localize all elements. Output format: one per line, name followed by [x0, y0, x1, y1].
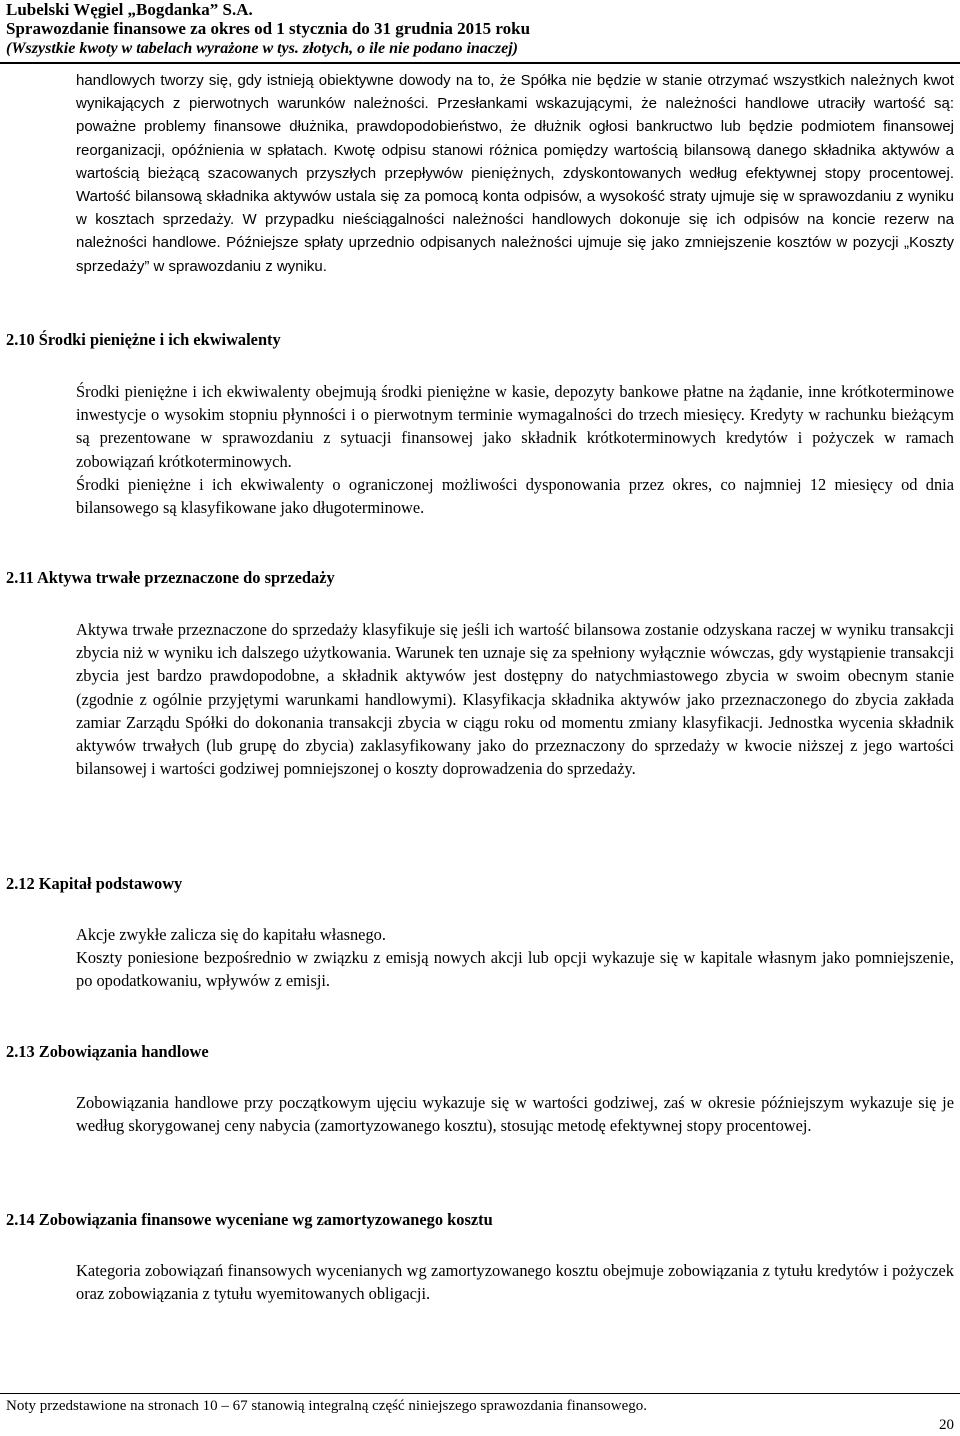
section-body-2-10 [76, 380, 954, 519]
section-paragraph: Koszty poniesione bezpośrednio w związku z emisją nowych akcji lub opcji wykazuje się w kapitale własnym jako pomniejszenie, po opodatkowaniu, wpływów z emisji. [76, 948, 954, 991]
section-heading-2-14: 2.14 Zobowiązania finansowe wyceniane wg zamortyzowanego kosztu [6, 1210, 493, 1229]
footer-note: Noty przedstawione na stronach 10 – 67 stanowią integralną część niniejszego sprawozdania finansowego. [6, 1398, 648, 1414]
section-paragraph: Środki pieniężne i ich ekwiwalenty o ograniczonej możliwości dysponowania przez okres, co najmniej 12 miesięcy od dnia bilansowego są klasyfikowane jako długoterminowe. [76, 474, 954, 518]
intro-paragraph [76, 69, 954, 278]
section-heading-2-10: 2.10 Środki pieniężne i ich ekwiwalenty [6, 330, 281, 349]
section-paragraph: Zobowiązania handlowe przy początkowym ujęciu wykazuje się w wartości godziwej, zaś w okresie późniejszym wykazuje się je według skorygowanej ceny nabycia (zamortyzowanego kosztu), stosując metodę efektywnej stopy procentowej. [76, 1093, 954, 1136]
intro-text: handlowych tworzy się, gdy istnieją obiektywne dowody na to, że Spółka nie będzie w stanie otrzymać wszystkich należnych kwot wynikających z pierwotnych warunków należności. Przesłankami wskazującymi, że należności handlowe utraciły wartość są: poważne problemy finansowe dłużnika, prawdopodobieństwo, że dłużnik ogłosi bankructwo lub będzie podmiotem finansowej reorganizacji, opóźnienia w spłatach. Kwotę odpisu stanowi różnica pomiędzy wartością bilansową danego składnika aktywów a wartością bieżącą szacowanych przyszłych przepływów pieniężnych, zdyskontowanych według efektywnej stopy procentowej. Wartość bilansową składnika aktywów ustala się za pomocą konta odpisów, a wysokość straty ujmuje się w sprawozdaniu z wyniku w kosztach sprzedaży. W przypadku nieściągalności należności handlowych dokonuje się ich odpisów na koncie rezerw na należności handlowe. Późniejsze spłaty uprzednio odpisanych należności ujmuje się jako zmniejszenie kosztów w pozycji „Koszty sprzedaży” w sprawozdaniu z wyniku. [76, 72, 954, 275]
section-heading-2-12: 2.12 Kapitał podstawowy [6, 874, 183, 893]
section-body-2-11 [76, 618, 954, 780]
section-heading-2-11: 2.11 Aktywa trwałe przeznaczone do sprzedaży [6, 568, 335, 587]
section-body-2-14 [76, 1259, 954, 1305]
amounts-note: (Wszystkie kwoty w tabelach wyrażone w tys. złotych, o ile nie podano inaczej) [6, 40, 518, 57]
header-divider [0, 62, 960, 64]
page-header [6, 0, 954, 59]
page-number: 20 [939, 1417, 954, 1433]
section-body-2-13 [76, 1091, 954, 1137]
section-heading-2-13: 2.13 Zobowiązania handlowe [6, 1042, 209, 1061]
company-name: Lubelski Węgiel „Bogdanka” S.A. [6, 0, 253, 19]
report-title: Sprawozdanie finansowe za okres od 1 stycznia do 31 grudnia 2015 roku [6, 19, 531, 38]
footer-divider [0, 1393, 960, 1394]
section-paragraph: Kategoria zobowiązań finansowych wycenianych wg zamortyzowanego kosztu obejmuje zobowiązania z tytułu kredytów i pożyczek oraz zobowiązania z tytułu wyemitowanych obligacji. [76, 1261, 954, 1304]
section-paragraph: Akcje zwykłe zalicza się do kapitału własnego. [76, 925, 386, 944]
section-paragraph: Środki pieniężne i ich ekwiwalenty obejmują środki pieniężne w kasie, depozyty bankowe płatne na żądanie, inne krótkoterminowe inwestycje o wysokim stopniu płynności i o pierwotnym terminie wymagalności do trzech miesięcy. Kredyty w rachunku bieżącym są prezentowane w sprawozdaniu z sytuacji finansowej jako składnik krótkoterminowych kredytów i pożyczek w ramach zobowiązań krótkoterminowych. [76, 382, 954, 471]
section-body-2-12 [76, 923, 954, 993]
section-paragraph: Aktywa trwałe przeznaczone do sprzedaży klasyfikuje się jeśli ich wartość bilansowa zostanie odzyskana raczej w wyniku transakcji zbycia niż w wyniku ich dalszego użytkowania. Warunek ten uznaje się za spełniony wyłącznie wówczas, gdy wystąpienie transakcji zbycia jest bardzo prawdopodobne, a składnik aktywów jest dostępny do natychmiastowego zbycia w swoim obecnym stanie (zgodnie z ogólnie przyjętymi warunkami handlowymi). Klasyfikacja składnika aktywów jako przeznaczonego do zbycia zakłada zamiar Zarządu Spółki do dokonania transakcji zbycia w ciągu roku od momentu zmiany klasyfikacji. Jednostka wycenia składnik aktywów trwałych (lub grupę do zbycia) zaklasyfikowany jako do przeznaczony do sprzedaży w kwocie niższej z jego wartości bilansowej i wartości godziwej pomniejszonej o koszty doprowadzenia do sprzedaży. [76, 620, 954, 779]
